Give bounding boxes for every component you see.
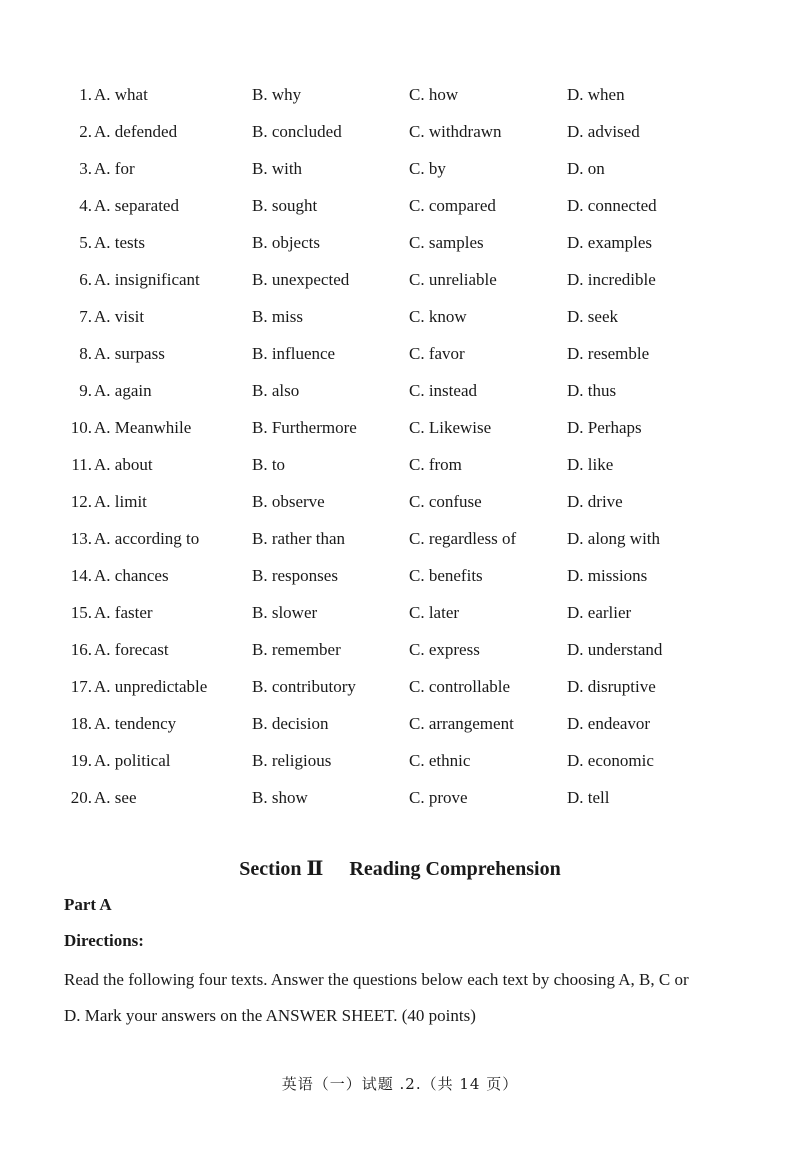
question-number: 8.: [79, 344, 92, 363]
option-c: C. know: [409, 307, 467, 326]
question-number: 18.: [70, 714, 92, 733]
question-row: [62, 76, 742, 113]
option-b: B. Furthermore: [252, 418, 357, 437]
option-a: A. tests: [94, 233, 145, 252]
option-d: D. tell: [567, 788, 610, 807]
option-a: A. separated: [94, 196, 179, 215]
option-d: D. Perhaps: [567, 418, 642, 437]
option-b: B. to: [252, 455, 286, 474]
option-c: C. regardless of: [409, 529, 517, 548]
option-a: A. defended: [94, 122, 178, 141]
option-b: B. unexpected: [252, 270, 350, 289]
option-a: A. unpredictable: [94, 677, 208, 696]
question-number: 2.: [79, 122, 92, 141]
option-c: C. prove: [409, 788, 468, 807]
option-b: B. show: [252, 788, 308, 807]
option-d: D. disruptive: [567, 677, 656, 696]
question-row: [62, 594, 742, 631]
option-a: A. about: [94, 455, 153, 474]
question-row: [62, 335, 742, 372]
option-d: D. endeavor: [567, 714, 651, 733]
option-d: D. thus: [567, 381, 617, 400]
option-b: B. decision: [252, 714, 329, 733]
option-a: A. according to: [94, 529, 200, 548]
question-row: [62, 224, 742, 261]
question-row: [62, 631, 742, 668]
option-a: A. tendency: [94, 714, 177, 733]
question-row: [62, 409, 742, 446]
question-row: [62, 520, 742, 557]
option-b: B. remember: [252, 640, 341, 659]
option-d: D. connected: [567, 196, 657, 215]
option-c: C. controllable: [409, 677, 511, 696]
option-a: A. what: [94, 85, 148, 104]
option-a: A. insignificant: [94, 270, 200, 289]
option-b: B. why: [252, 85, 302, 104]
option-a: A. political: [94, 751, 171, 770]
option-a: A. Meanwhile: [94, 418, 192, 437]
option-a: A. visit: [94, 307, 145, 326]
option-d: D. drive: [567, 492, 623, 511]
option-c: C. ethnic: [409, 751, 471, 770]
option-c: C. benefits: [409, 566, 483, 585]
option-b: B. rather than: [252, 529, 345, 548]
question-number: 3.: [79, 159, 92, 178]
question-row: [62, 113, 742, 150]
question-row: [62, 742, 742, 779]
question-number: 7.: [79, 307, 92, 326]
option-c: C. confuse: [409, 492, 482, 511]
question-number: 9.: [79, 381, 92, 400]
question-number: 15.: [70, 603, 92, 622]
section-title: Reading Comprehension: [349, 858, 561, 880]
question-list: [62, 76, 742, 816]
question-row: [62, 150, 742, 187]
question-number: 12.: [70, 492, 92, 511]
option-b: B. concluded: [252, 122, 342, 141]
option-a: A. for: [94, 159, 135, 178]
option-b: B. with: [252, 159, 303, 178]
option-d: D. incredible: [567, 270, 656, 289]
page-footer: 英语（一）试题 .2.（共 14 页）: [281, 1075, 519, 1093]
option-c: C. from: [409, 455, 462, 474]
option-b: B. sought: [252, 196, 318, 215]
question-number: 1.: [79, 85, 92, 104]
option-a: A. surpass: [94, 344, 165, 363]
option-d: D. seek: [567, 307, 618, 326]
option-d: D. advised: [567, 122, 640, 141]
option-c: C. how: [409, 85, 459, 104]
question-row: [62, 187, 742, 224]
option-c: C. later: [409, 603, 460, 622]
question-number: 11.: [71, 455, 92, 474]
option-b: B. responses: [252, 566, 338, 585]
option-c: C. compared: [409, 196, 496, 215]
option-d: D. examples: [567, 233, 652, 252]
option-b: B. miss: [252, 307, 304, 326]
question-row: [62, 705, 742, 742]
option-d: D. when: [567, 85, 625, 104]
option-b: B. objects: [252, 233, 320, 252]
option-a: A. faster: [94, 603, 153, 622]
option-d: D. like: [567, 455, 614, 474]
option-c: C. withdrawn: [409, 122, 502, 141]
question-row: [62, 668, 742, 705]
question-row: [62, 261, 742, 298]
question-number: 10.: [70, 418, 92, 437]
part-label: Part A: [64, 895, 112, 914]
option-c: C. by: [409, 159, 446, 178]
question-number: 19.: [70, 751, 92, 770]
option-a: A. limit: [94, 492, 147, 511]
option-d: D. on: [567, 159, 605, 178]
option-d: D. resemble: [567, 344, 650, 363]
option-d: D. understand: [567, 640, 663, 659]
option-a: A. forecast: [94, 640, 169, 659]
option-a: A. again: [94, 381, 152, 400]
directions-text: Read the following four texts. Answer the questions below each text by choosing A, B, C or D. Mark your answers on the ANSWER SHEET. (40 points): [64, 970, 689, 1025]
option-c: C. Likewise: [409, 418, 492, 437]
option-c: C. instead: [409, 381, 477, 400]
option-b: B. observe: [252, 492, 325, 511]
option-d: D. along with: [567, 529, 661, 548]
question-row: [62, 446, 742, 483]
option-d: D. missions: [567, 566, 648, 585]
option-c: C. express: [409, 640, 480, 659]
option-c: C. arrangement: [409, 714, 514, 733]
section-heading: [0, 854, 800, 884]
option-b: B. also: [252, 381, 300, 400]
option-c: C. samples: [409, 233, 484, 252]
option-d: D. economic: [567, 751, 654, 770]
option-c: C. unreliable: [409, 270, 497, 289]
question-number: 6.: [79, 270, 92, 289]
question-row: [62, 298, 742, 335]
option-b: B. contributory: [252, 677, 356, 696]
option-b: B. influence: [252, 344, 336, 363]
question-row: [62, 483, 742, 520]
question-row: [62, 779, 742, 816]
question-number: 16.: [70, 640, 92, 659]
section-label: Section Ⅱ: [239, 858, 324, 880]
question-number: 20.: [70, 788, 92, 807]
option-b: B. slower: [252, 603, 318, 622]
option-a: A. chances: [94, 566, 169, 585]
option-d: D. earlier: [567, 603, 632, 622]
option-b: B. religious: [252, 751, 332, 770]
question-number: 5.: [79, 233, 92, 252]
option-c: C. favor: [409, 344, 465, 363]
directions-label: Directions:: [64, 931, 144, 950]
question-number: 13.: [70, 529, 92, 548]
question-number: 17.: [70, 677, 92, 696]
question-number: 4.: [79, 196, 92, 215]
option-a: A. see: [94, 788, 137, 807]
question-row: [62, 557, 742, 594]
question-row: [62, 372, 742, 409]
question-number: 14.: [70, 566, 92, 585]
